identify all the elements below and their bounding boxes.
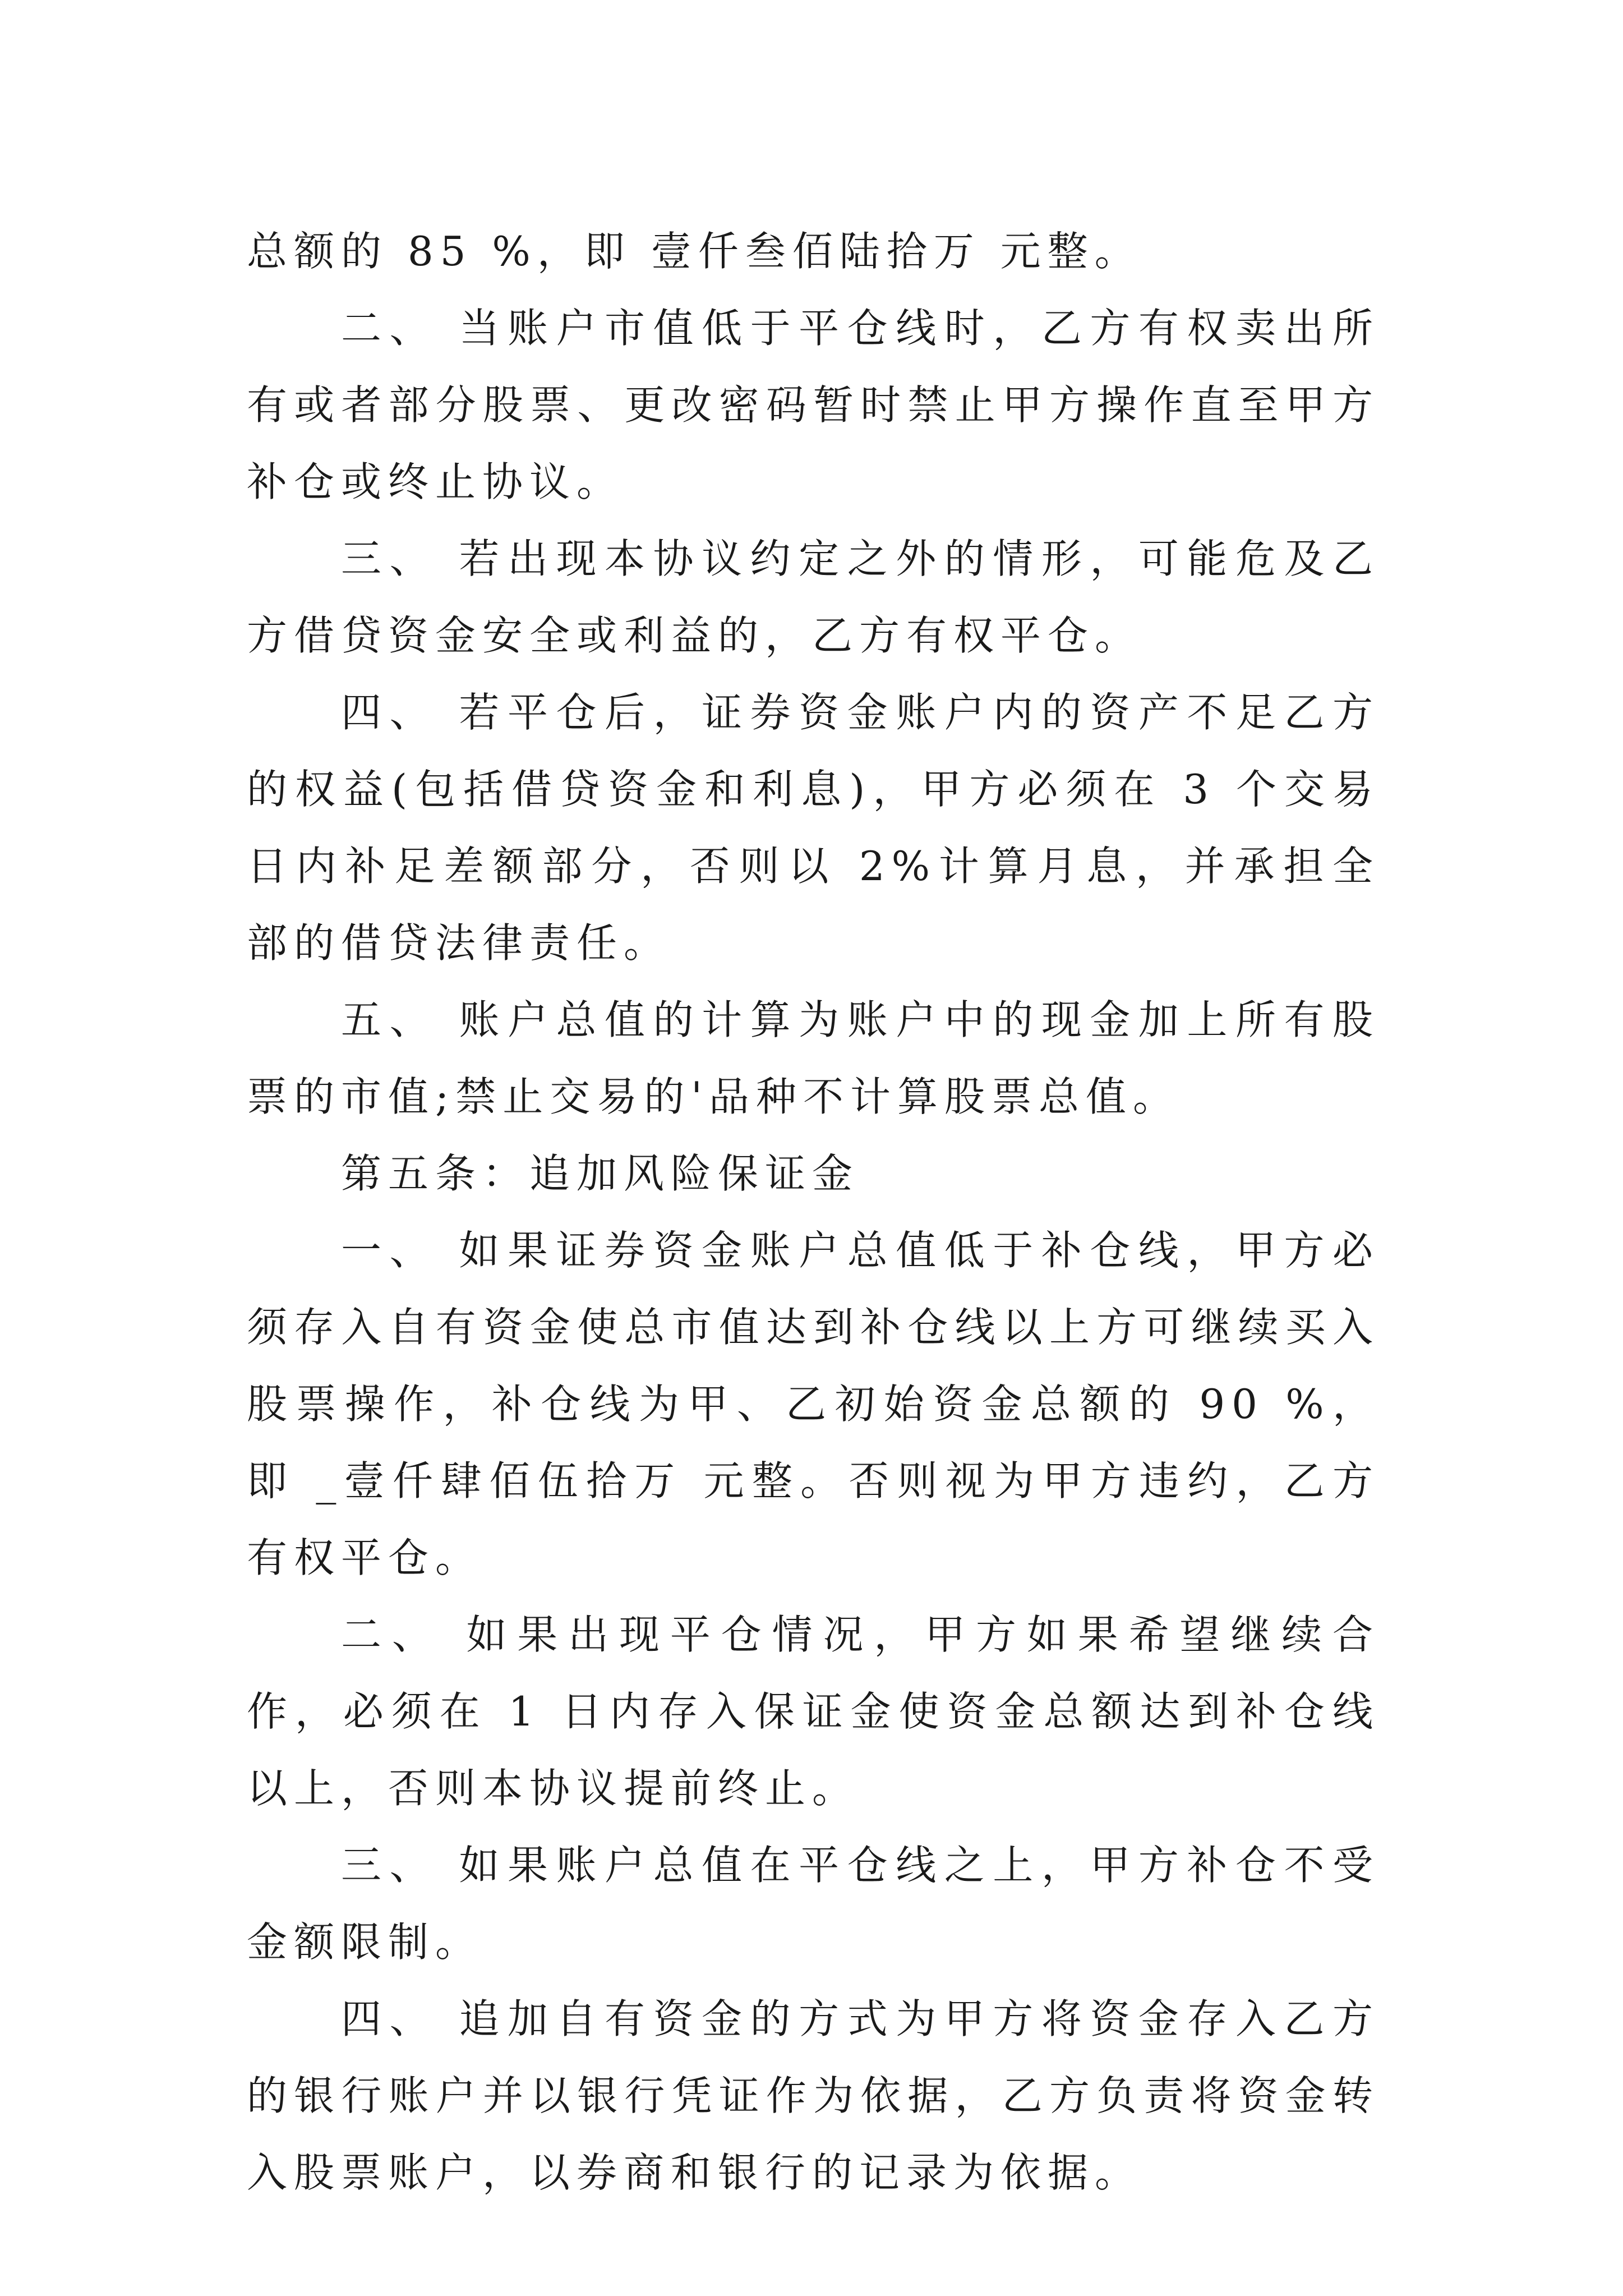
document-body	[247, 213, 1380, 2211]
paragraph-article5-clause-4: 四、 追加自有资金的方式为甲方将资金存入乙方的银行账户并以银行凭证作为依据，乙方负责将资金转入股票账户，以券商和银行的记录为依据。	[247, 1995, 1380, 2196]
section-heading-article-5: 第五条：追加风险保证金	[341, 1150, 860, 1197]
paragraph-article5-clause-2: 二、 如果出现平仓情况，甲方如果希望继续合作，必须在 1 日内存入保证金使资金总额达到补仓线以上，否则本协议提前终止。	[247, 1611, 1380, 1812]
paragraph-article5-clause-3: 三、 如果账户总值在平仓线之上，甲方补仓不受金额限制。	[247, 1842, 1380, 1966]
paragraph-clause-3: 三、 若出现本协议约定之外的情形，可能危及乙方借贷资金安全或利益的，乙方有权平仓。	[247, 535, 1380, 659]
paragraph-clause-2: 二、 当账户市值低于平仓线时，乙方有权卖出所有或者部分股票、更改密码暂时禁止甲方操作直至甲方补仓或终止协议。	[247, 305, 1380, 505]
paragraph-article5-clause-1: 一、 如果证券资金账户总值低于补仓线，甲方必须存入自有资金使总市值达到补仓线以上方可继续买入股票操作，补仓线为甲、乙初始资金总额的 90 %，即 _壹仟肆佰伍拾万 元整。否则视为甲方违约，乙方有权平仓。	[247, 1227, 1380, 1581]
paragraph-total-amount: 总额的 85 %，即 壹仟叁佰陆拾万 元整。	[247, 228, 1142, 275]
paragraph-clause-5: 五、 账户总值的计算为账户中的现金加上所有股票的市值;禁止交易的'品种不计算股票总值。	[247, 996, 1380, 1120]
paragraph-clause-4: 四、 若平仓后，证券资金账户内的资产不足乙方的权益(包括借贷资金和利息)，甲方必须在 3 个交易日内补足差额部分，否则以 2%计算月息，并承担全部的借贷法律责任。	[247, 689, 1380, 967]
